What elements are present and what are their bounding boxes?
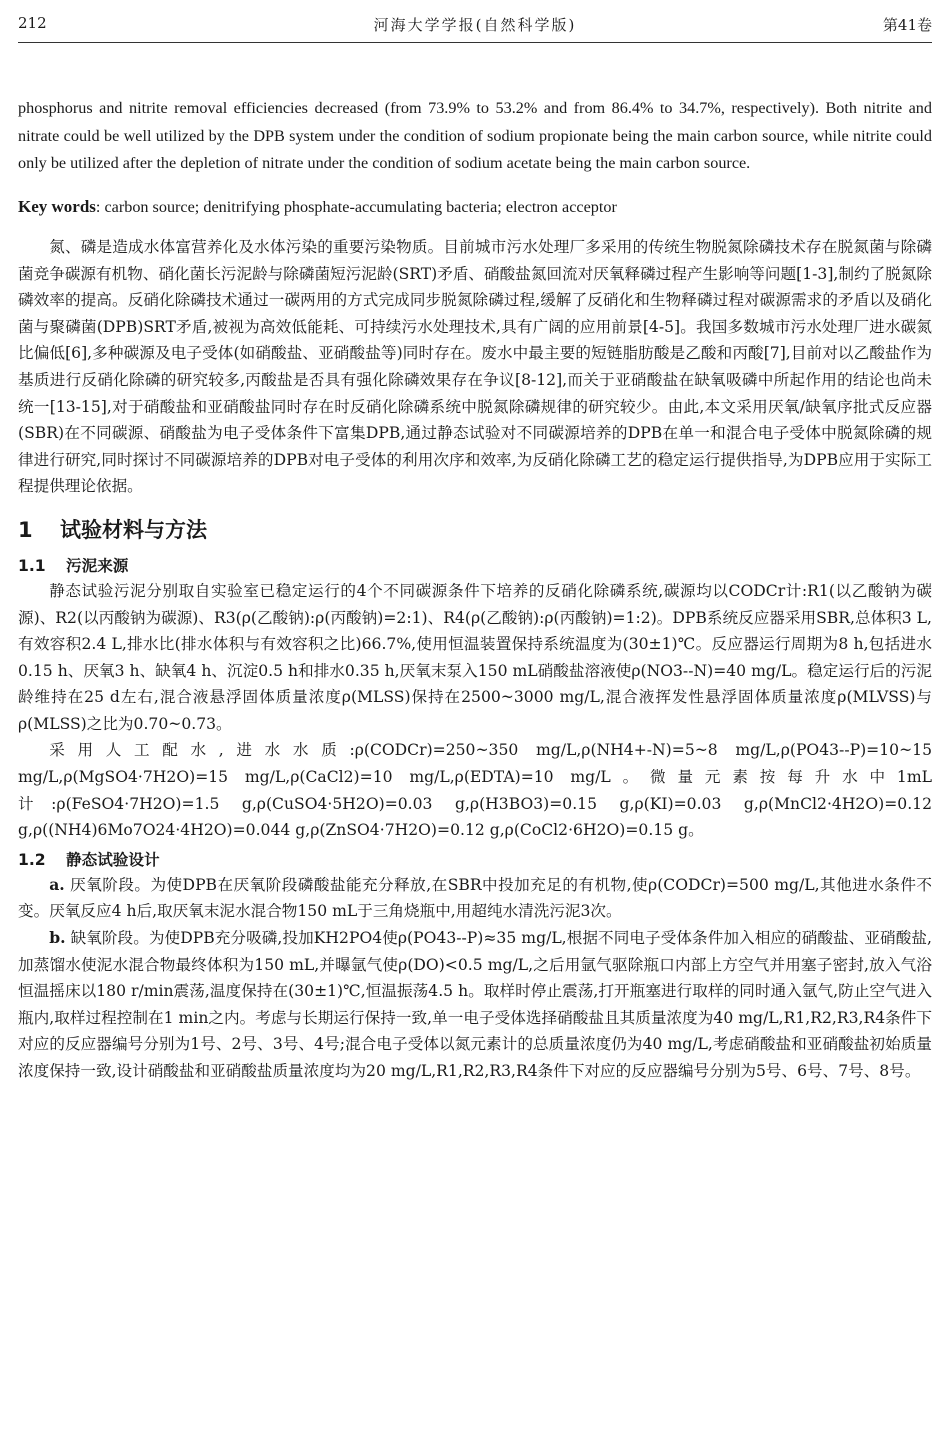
keywords-label: Key words (18, 196, 96, 216)
page (18, 0, 932, 1085)
english-abstract: phosphorus and nitrite removal efficiencies decreased (from 73.9% to 53.2% and from 86.4% to 34.7%, respectively). Both nitrite and nitrate could be well utilized by the DPB system under the condition of sodium propionate being the main carbon source, while nitrite could only be utilized after the depletion of nitrate under the condition of sodium acetate being the main carbon source. (18, 99, 932, 173)
item-marker-a: a. (49, 874, 65, 894)
influent-paragraph: 采用人工配水,进水水质:ρ(CODCr)=250~350 mg/L,ρ(NH4+-N)=5~8 mg/L,ρ(PO43--P)=10~15 mg/L,ρ(MgSO4·7H2O)=15 mg/L,ρ(CaCl2)=10 mg/L,ρ(EDTA)=10 mg/L。微量元素按每升水中1mL计:ρ(FeSO4·7H2O)=1.5 g,ρ(CuSO4·5H2O)=0.03 g,ρ(H3BO3)=0.15 g,ρ(KI)=0.03 g,ρ(MnCl2·4H2O)=0.12 g,ρ((NH4)6Mo7O24·4H2O)=0.044 g,ρ(ZnSO4·7H2O)=0.12 g,ρ(CoCl2·6H2O)=0.15 g。 (18, 741, 932, 840)
sludge-source-paragraph: 静态试验污泥分别取自实验室已稳定运行的4个不同碳源条件下培养的反硝化除磷系统,碳源均以CODCr计:R1(以乙酸钠为碳源)、R2(以丙酸钠为碳源)、R3(ρ(乙酸钠):ρ(丙酸钠)=2:1)、R4(ρ(乙酸钠):ρ(丙酸钠)=1:2)。DPB系统反应器采用SBR,总体积3 L,有效容积2.4 L,排水比(排水体积与有效容积之比)66.7%,使用恒温装置保持系统温度为(30±1)℃。反应器运行周期为8 h,包括进水0.15 h、厌氧3 h、缺氧4 h、沉淀0.5 h和排水0.35 h,厌氧末泵入150 mL硝酸盐溶液使ρ(NO3--N)=40 mg/L。稳定运行后的污泥龄维持在25 d左右,混合液悬浮固体质量浓度ρ(MLSS)保持在2500~3000 mg/L,混合液挥发性悬浮固体质量浓度ρ(MLVSS)与ρ(MLSS)之比为0.70~0.73。 (18, 581, 932, 733)
subsection-title: 静态试验设计 (66, 850, 160, 869)
subsection-number: 1.1 (18, 556, 46, 575)
introduction-paragraph: 氮、磷是造成水体富营养化及水体污染的重要污染物质。目前城市污水处理厂多采用的传统生物脱氮除磷技术存在脱氮菌与除磷菌竞争碳源有机物、硝化菌长污泥龄与除磷菌短污泥龄(SRT)矛盾、硝酸盐氮回流对厌氧释磷过程产生影响等问题[1-3],制约了脱氮除磷效率的提高。反硝化除磷技术通过一碳两用的方式完成同步脱氮除磷过程,缓解了反硝化和生物释磷过程对碳源需求的矛盾以及硝化菌与聚磷菌(DPB)SRT矛盾,被视为高效低能耗、可持续污水处理技术,具有广阔的应用前景[4-5]。我国多数城市污水处理厂进水碳氮比偏低[6],多种碳源及电子受体(如硝酸盐、亚硝酸盐等)同时存在。废水中最主要的短链脂肪酸是乙酸和丙酸[7],目前对以乙酸盐作为基质进行反硝化除磷的研究较多,丙酸盐是否具有强化除磷效果存在争议[8-12],而关于亚硝酸盐在缺氧吸磷中所起作用的结论也尚未统一[13-15],对于硝酸盐和亚硝酸盐同时存在时反硝化除磷系统中脱氮除磷规律的研究较少。由此,本文采用厌氧/缺氧序批式反应器(SBR)在不同碳源、硝酸盐为电子受体条件下富集DPB,通过静态试验对不同碳源培养的DPB在单一和混合电子受体中脱氮除磷的规律进行研究,同时探讨不同碳源培养的DPB对电子受体的利用次序和效率,为反硝化除磷工艺的稳定运行提供指导,为DPB应用于实际工程提供理论依据。 (18, 237, 932, 496)
item-marker-b: b. (49, 928, 66, 948)
anaerobic-stage-paragraph (18, 872, 932, 925)
section-number: 1 (18, 517, 33, 542)
journal-title: 河海大学学报(自然科学版) (373, 16, 577, 34)
volume-label: 第41卷 (882, 16, 932, 34)
subsection-number: 1.2 (18, 850, 46, 869)
section-title: 试验材料与方法 (60, 517, 207, 542)
keywords-text: : carbon source; denitrifying phosphate-accumulating bacteria; electron acceptor (95, 197, 617, 216)
section-heading (18, 514, 932, 544)
subsection-title: 污泥来源 (66, 556, 129, 575)
running-header (18, 0, 932, 43)
keywords (18, 194, 932, 220)
anoxic-stage-paragraph (18, 925, 932, 1085)
page-number: 212 (18, 14, 47, 32)
subsection-heading-1-1 (18, 554, 932, 576)
anoxic-stage-text: 缺氧阶段。为使DPB充分吸磷,投加KH2PO4使ρ(PO43--P)≈35 mg/L,根据不同电子受体条件加入相应的硝酸盐、亚硝酸盐,加蒸馏水使泥水混合物最终体积为150 mL,并曝氩气使ρ(DO)<0.5 mg/L,之后用氩气驱除瓶口内部上方空气并用塞子密封,放入气浴恒温摇床以180 r/min震荡,温度保持在(30±1)℃,恒温振荡4.5 h。取样时停止震荡,打开瓶塞进行取样的同时通入氩气,防止空气进入瓶内,取样过程控制在1 min之内。考虑与长期运行保持一致,单一电子受体选择硝酸盐且其质量浓度为40 mg/L,R1,R2,R3,R4条件下对应的反应器编号分别为1号、2号、3号、4号;混合电子受体以氮元素计的总质量浓度仍为40 mg/L,考虑硝酸盐和亚硝酸盐初始质量浓度保持一致,设计硝酸盐和亚硝酸盐质量浓度均为20 mg/L,R1,R2,R3,R4条件下对应的反应器编号分别为5号、6号、7号、8号。 (18, 929, 932, 1080)
anaerobic-stage-text: 厌氧阶段。为使DPB在厌氧阶段磷酸盐能充分释放,在SBR中投加充足的有机物,使ρ(CODCr)=500 mg/L,其他进水条件不变。厌氧反应4 h后,取厌氧末泥水混合物150 mL于三角烧瓶中,用超纯水清洗污泥3次。 (18, 875, 932, 921)
subsection-heading-1-2 (18, 848, 932, 870)
